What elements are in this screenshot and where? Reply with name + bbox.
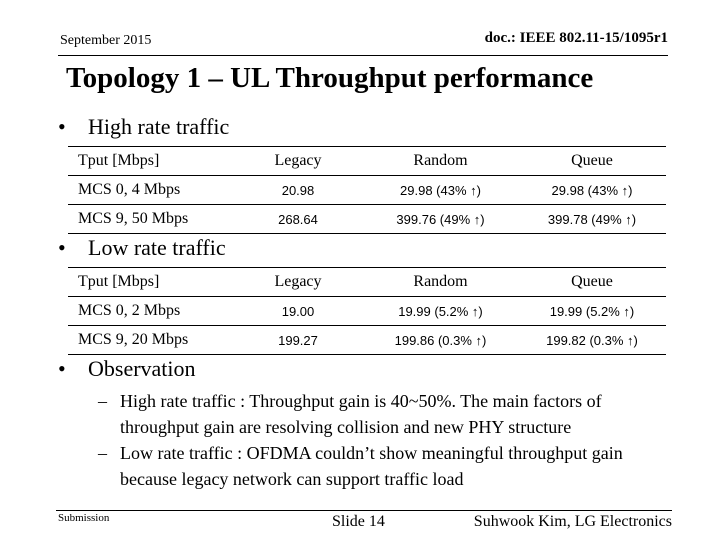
header-cell: Legacy xyxy=(233,147,363,176)
row-label: MCS 0, 2 Mbps xyxy=(68,297,233,326)
footer-submission: Submission xyxy=(58,512,110,524)
legacy-value: 20.98 xyxy=(233,176,363,205)
high-rate-table xyxy=(68,146,666,234)
table-header-row xyxy=(68,268,666,297)
header-cell: Legacy xyxy=(233,268,363,297)
header-cell: Random xyxy=(363,268,518,297)
bullet-label: Observation xyxy=(88,356,196,381)
observation-item xyxy=(98,388,678,440)
queue-value: 199.82 (0.3% ↑) xyxy=(518,326,666,355)
queue-value: 29.98 (43% ↑) xyxy=(518,176,666,205)
observation-text: Low rate traffic : OFDMA couldn’t show meaningful throughput gain because legacy network can support traffic load xyxy=(120,443,623,489)
bullet-low-rate xyxy=(58,235,226,261)
header-date: September 2015 xyxy=(60,33,152,48)
header-cell: Tput [Mbps] xyxy=(68,268,233,297)
legacy-value: 268.64 xyxy=(233,205,363,234)
dash-marker: – xyxy=(98,391,107,411)
header-cell: Queue xyxy=(518,147,666,176)
bullet-label: High rate traffic xyxy=(88,114,230,139)
header-cell: Queue xyxy=(518,268,666,297)
header-cell: Random xyxy=(363,147,518,176)
queue-value: 19.99 (5.2% ↑) xyxy=(518,297,666,326)
footer-author: Suhwook Kim, LG Electronics xyxy=(473,513,672,530)
header-divider xyxy=(58,55,668,56)
table-row xyxy=(68,205,666,234)
row-label: MCS 9, 20 Mbps xyxy=(68,326,233,355)
queue-value: 399.78 (49% ↑) xyxy=(518,205,666,234)
legacy-value: 199.27 xyxy=(233,326,363,355)
table-header-row xyxy=(68,147,666,176)
row-label: MCS 0, 4 Mbps xyxy=(68,176,233,205)
row-label: MCS 9, 50 Mbps xyxy=(68,205,233,234)
table-row xyxy=(68,297,666,326)
low-rate-table xyxy=(68,267,666,355)
dash-marker: – xyxy=(98,443,107,463)
table-row xyxy=(68,176,666,205)
header-cell: Tput [Mbps] xyxy=(68,147,233,176)
slide-title: Topology 1 – UL Throughput performance xyxy=(66,62,594,94)
random-value: 19.99 (5.2% ↑) xyxy=(363,297,518,326)
random-value: 29.98 (43% ↑) xyxy=(363,176,518,205)
random-value: 199.86 (0.3% ↑) xyxy=(363,326,518,355)
bullet-dot: • xyxy=(58,114,66,139)
bullet-high-rate xyxy=(58,114,229,140)
bullet-dot: • xyxy=(58,356,66,381)
observation-item xyxy=(98,440,678,492)
header-doc-id: doc.: IEEE 802.11-15/1095r1 xyxy=(484,30,668,46)
bullet-observation xyxy=(58,356,196,382)
table-row xyxy=(68,326,666,355)
bullet-label: Low rate traffic xyxy=(88,235,226,260)
footer-slide-number: Slide 14 xyxy=(332,513,385,530)
footer-divider xyxy=(56,510,672,511)
bullet-dot: • xyxy=(58,235,66,260)
random-value: 399.76 (49% ↑) xyxy=(363,205,518,234)
legacy-value: 19.00 xyxy=(233,297,363,326)
observation-text: High rate traffic : Throughput gain is 40~50%. The main factors of throughput gain are resolving collision and new PHY structure xyxy=(120,391,602,437)
